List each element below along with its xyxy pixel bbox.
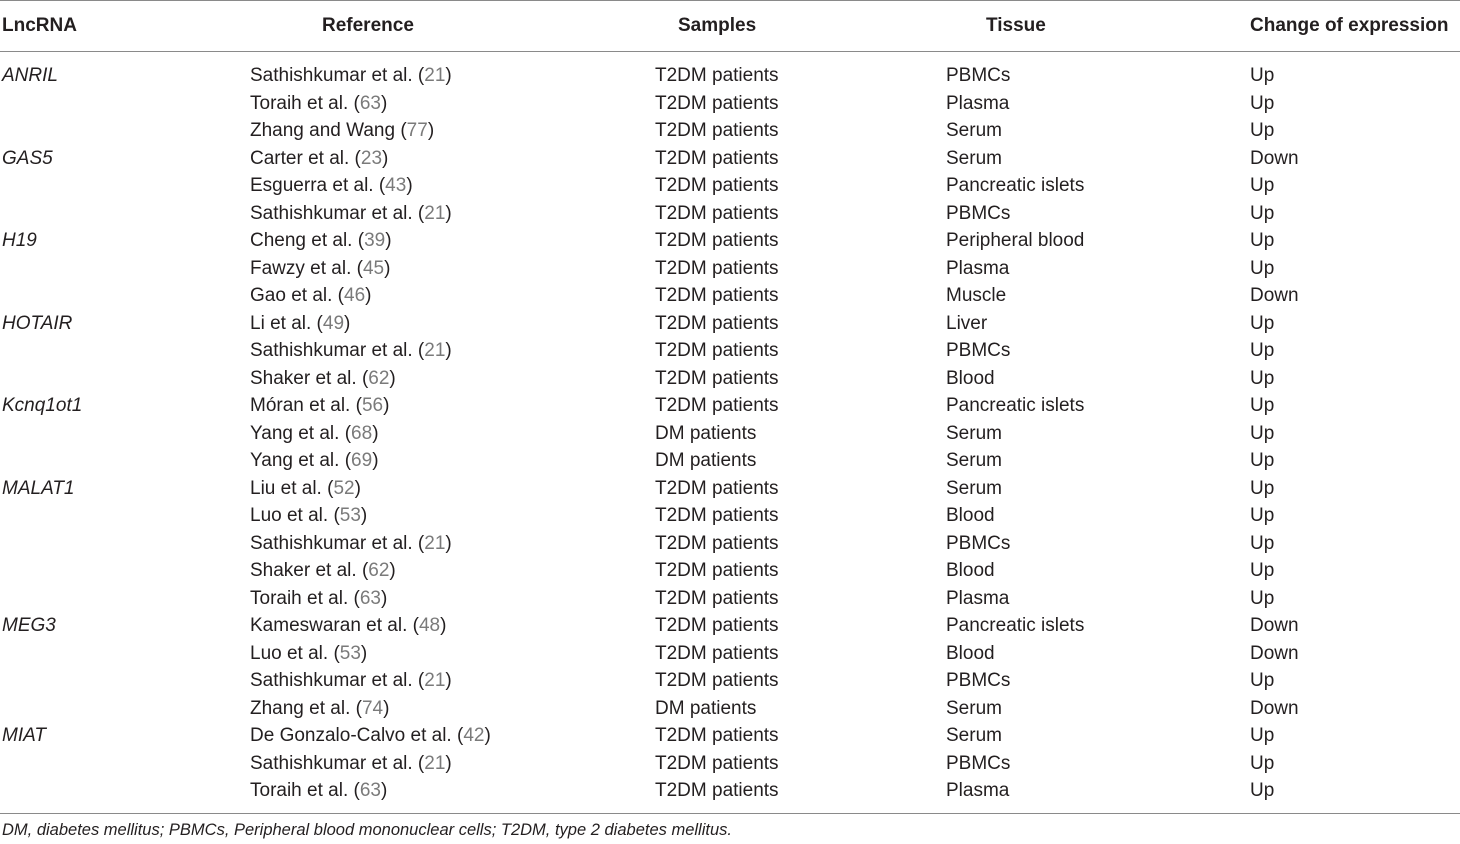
cell-change-of-expression: Up bbox=[1250, 560, 1275, 581]
cell-tissue: Peripheral blood bbox=[946, 230, 1085, 251]
cell-tissue: Blood bbox=[946, 505, 995, 526]
cell-samples: T2DM patients bbox=[655, 92, 779, 114]
cell-change-of-expression: Up bbox=[1250, 505, 1275, 526]
cell-change-of-expression: Up bbox=[1250, 92, 1275, 114]
reference-close-paren: ) bbox=[445, 670, 452, 691]
reference-citation-link[interactable]: 68 bbox=[351, 422, 373, 444]
cell-samples: T2DM patients bbox=[655, 505, 779, 526]
cell-tissue: Blood bbox=[946, 642, 995, 664]
table-row bbox=[0, 117, 1460, 145]
reference-close-paren: ) bbox=[427, 120, 435, 141]
reference-citation-link[interactable]: 21 bbox=[424, 340, 446, 361]
cell-reference bbox=[250, 447, 379, 475]
table-row bbox=[0, 640, 1460, 668]
cell-samples: DM patients bbox=[655, 450, 757, 471]
reference-citation-link[interactable]: 77 bbox=[406, 120, 428, 141]
cell-samples: T2DM patients bbox=[655, 65, 779, 86]
cell-reference bbox=[250, 365, 396, 393]
cell-samples: T2DM patients bbox=[655, 587, 779, 609]
cell-samples: T2DM patients bbox=[655, 615, 779, 636]
cell-tissue: Plasma bbox=[946, 587, 1010, 609]
table-row bbox=[0, 392, 1460, 420]
table-row bbox=[0, 585, 1460, 613]
cell-change-of-expression: Up bbox=[1250, 532, 1275, 554]
cell-reference bbox=[250, 392, 389, 420]
cell-change-of-expression: Up bbox=[1250, 312, 1275, 334]
table-row bbox=[0, 447, 1460, 475]
cell-reference bbox=[250, 667, 452, 695]
reference-citation-link[interactable]: 43 bbox=[385, 175, 407, 196]
reference-citation-link[interactable]: 62 bbox=[368, 367, 390, 389]
cell-change-of-expression: Up bbox=[1250, 395, 1275, 416]
cell-change-of-expression: Up bbox=[1250, 587, 1275, 609]
cell-samples: T2DM patients bbox=[655, 340, 779, 361]
cell-tissue: PBMCs bbox=[946, 670, 1011, 691]
reference-author: Carter et al. ( bbox=[250, 147, 361, 169]
cell-lncrna: ANRIL bbox=[2, 65, 58, 86]
table-row bbox=[0, 667, 1460, 695]
reference-close-paren: ) bbox=[445, 202, 452, 224]
reference-citation-link[interactable]: 48 bbox=[418, 615, 441, 636]
reference-author: Liu et al. ( bbox=[250, 477, 334, 499]
cell-change-of-expression: Up bbox=[1250, 670, 1275, 691]
cell-change-of-expression: Up bbox=[1250, 780, 1275, 801]
cell-samples: T2DM patients bbox=[655, 477, 779, 499]
table-body bbox=[0, 62, 1460, 805]
table-row bbox=[0, 557, 1460, 585]
cell-reference bbox=[250, 750, 452, 778]
reference-close-paren: ) bbox=[384, 257, 391, 279]
cell-reference bbox=[250, 612, 446, 640]
reference-close-paren: ) bbox=[445, 532, 452, 554]
cell-reference bbox=[250, 695, 389, 723]
cell-change-of-expression: Up bbox=[1250, 120, 1275, 141]
reference-author: Gao et al. ( bbox=[250, 285, 344, 306]
table-row bbox=[0, 337, 1460, 365]
cell-reference bbox=[250, 420, 379, 448]
cell-samples: T2DM patients bbox=[655, 395, 779, 416]
reference-close-paren: ) bbox=[380, 780, 388, 801]
reference-author: Sathishkumar et al. ( bbox=[250, 752, 425, 774]
table-row bbox=[0, 227, 1460, 255]
reference-close-paren: ) bbox=[389, 560, 396, 581]
cell-lncrna: H19 bbox=[2, 230, 37, 251]
cell-tissue: Serum bbox=[946, 450, 1002, 471]
reference-close-paren: ) bbox=[344, 312, 351, 334]
cell-tissue: Muscle bbox=[946, 285, 1007, 306]
reference-author: Sathishkumar et al. ( bbox=[250, 670, 425, 691]
cell-change-of-expression: Up bbox=[1250, 257, 1275, 279]
reference-author: Cheng et al. ( bbox=[250, 230, 365, 251]
cell-reference bbox=[250, 337, 452, 365]
cell-samples: T2DM patients bbox=[655, 752, 779, 774]
cell-change-of-expression: Up bbox=[1250, 450, 1275, 471]
reference-close-paren: ) bbox=[354, 477, 361, 499]
cell-change-of-expression: Up bbox=[1250, 65, 1275, 86]
cell-tissue: PBMCs bbox=[946, 752, 1011, 774]
table-row bbox=[0, 200, 1460, 228]
cell-samples: DM patients bbox=[655, 422, 757, 444]
table-row bbox=[0, 502, 1460, 530]
cell-tissue: Pancreatic islets bbox=[946, 615, 1085, 636]
reference-close-paren: ) bbox=[440, 615, 447, 636]
table-row bbox=[0, 62, 1460, 90]
reference-author: Shaker et al. ( bbox=[250, 560, 369, 581]
reference-author: Shaker et al. ( bbox=[250, 367, 369, 389]
reference-citation-link[interactable]: 49 bbox=[322, 312, 345, 334]
cell-samples: T2DM patients bbox=[655, 175, 779, 196]
cell-change-of-expression: Up bbox=[1250, 422, 1275, 444]
reference-citation-link[interactable]: 39 bbox=[364, 230, 386, 251]
cell-change-of-expression: Up bbox=[1250, 230, 1275, 251]
cell-reference bbox=[250, 62, 452, 90]
cell-change-of-expression: Up bbox=[1250, 340, 1275, 361]
reference-citation-link[interactable]: 53 bbox=[339, 505, 361, 526]
reference-citation-link[interactable]: 69 bbox=[351, 450, 373, 471]
table-row bbox=[0, 695, 1460, 723]
reference-citation-link[interactable]: 52 bbox=[333, 477, 355, 499]
cell-reference bbox=[250, 117, 434, 145]
reference-close-paren: ) bbox=[372, 450, 379, 471]
reference-author: Sathishkumar et al. ( bbox=[250, 532, 425, 554]
cell-tissue: Plasma bbox=[946, 257, 1010, 279]
cell-samples: T2DM patients bbox=[655, 230, 779, 251]
reference-citation-link[interactable]: 63 bbox=[359, 587, 381, 609]
cell-samples: T2DM patients bbox=[655, 312, 779, 334]
cell-reference bbox=[250, 200, 452, 228]
reference-close-paren: ) bbox=[445, 752, 452, 774]
cell-samples: T2DM patients bbox=[655, 257, 779, 279]
reference-close-paren: ) bbox=[365, 285, 372, 306]
cell-reference bbox=[250, 640, 367, 668]
cell-change-of-expression: Up bbox=[1250, 725, 1275, 746]
reference-close-paren: ) bbox=[383, 395, 390, 416]
reference-close-paren: ) bbox=[445, 65, 452, 86]
cell-change-of-expression: Up bbox=[1250, 752, 1275, 774]
cell-samples: T2DM patients bbox=[655, 532, 779, 554]
cell-lncrna: Kcnq1ot1 bbox=[2, 395, 83, 416]
table-row bbox=[0, 310, 1460, 338]
reference-close-paren: ) bbox=[372, 422, 379, 444]
reference-author: Toraih et al. ( bbox=[250, 92, 360, 114]
table-row bbox=[0, 255, 1460, 283]
cell-tissue: Plasma bbox=[946, 92, 1010, 114]
reference-author: Sathishkumar et al. ( bbox=[250, 202, 425, 224]
table-row bbox=[0, 612, 1460, 640]
reference-close-paren: ) bbox=[389, 367, 396, 389]
reference-close-paren: ) bbox=[383, 697, 390, 719]
cell-change-of-expression: Down bbox=[1250, 285, 1299, 306]
reference-citation-link[interactable]: 23 bbox=[360, 147, 383, 169]
cell-reference bbox=[250, 227, 392, 255]
header-tissue: Tissue bbox=[986, 15, 1046, 36]
reference-author: Esguerra et al. ( bbox=[250, 175, 386, 196]
header-change-of-expression: Change of expression bbox=[1250, 15, 1449, 36]
cell-samples: T2DM patients bbox=[655, 147, 779, 169]
table-header-row bbox=[0, 0, 1460, 52]
reference-citation-link[interactable]: 74 bbox=[361, 697, 384, 719]
cell-reference bbox=[250, 557, 396, 585]
cell-reference bbox=[250, 530, 452, 558]
cell-samples: T2DM patients bbox=[655, 725, 779, 746]
header-reference: Reference bbox=[322, 15, 414, 36]
cell-lncrna: GAS5 bbox=[2, 147, 53, 169]
reference-citation-link[interactable]: 45 bbox=[362, 257, 385, 279]
reference-citation-link[interactable]: 63 bbox=[359, 780, 381, 801]
reference-citation-link[interactable]: 46 bbox=[344, 285, 366, 306]
cell-reference bbox=[250, 255, 390, 283]
cell-tissue: PBMCs bbox=[946, 340, 1011, 361]
table-row bbox=[0, 90, 1460, 118]
cell-change-of-expression: Up bbox=[1250, 367, 1275, 389]
cell-samples: T2DM patients bbox=[655, 120, 779, 141]
reference-author: Zhang et al. ( bbox=[250, 697, 362, 719]
reference-citation-link[interactable]: 62 bbox=[368, 560, 390, 581]
cell-tissue: Pancreatic islets bbox=[946, 395, 1085, 416]
reference-close-paren: ) bbox=[380, 587, 388, 609]
header-lncrna: LncRNA bbox=[2, 15, 77, 36]
cell-tissue: Blood bbox=[946, 560, 995, 581]
cell-lncrna: MIAT bbox=[2, 725, 46, 746]
reference-author: Yang et al. ( bbox=[250, 422, 352, 444]
cell-reference bbox=[250, 722, 491, 750]
reference-citation-link[interactable]: 63 bbox=[359, 92, 381, 114]
cell-reference bbox=[250, 282, 371, 310]
table-row bbox=[0, 475, 1460, 503]
cell-change-of-expression: Down bbox=[1250, 642, 1299, 664]
cell-lncrna: MALAT1 bbox=[2, 477, 75, 499]
reference-close-paren: ) bbox=[385, 230, 392, 251]
reference-close-paren: ) bbox=[360, 505, 368, 526]
reference-close-paren: ) bbox=[406, 175, 413, 196]
reference-close-paren: ) bbox=[360, 642, 368, 664]
reference-author: Luo et al. ( bbox=[250, 642, 340, 664]
table-footnote: DM, diabetes mellitus; PBMCs, Peripheral blood mononuclear cells; T2DM, type 2 diabetes mellitus. bbox=[2, 821, 732, 839]
table-row bbox=[0, 365, 1460, 393]
table-row bbox=[0, 777, 1460, 805]
cell-change-of-expression: Up bbox=[1250, 175, 1275, 196]
reference-author: Toraih et al. ( bbox=[250, 587, 360, 609]
reference-author: De Gonzalo-Calvo et al. ( bbox=[250, 725, 464, 746]
reference-author: Kameswaran et al. ( bbox=[250, 615, 419, 636]
reference-citation-link[interactable]: 53 bbox=[339, 642, 361, 664]
cell-change-of-expression: Up bbox=[1250, 477, 1275, 499]
cell-samples: DM patients bbox=[655, 697, 757, 719]
table-row bbox=[0, 172, 1460, 200]
cell-samples: T2DM patients bbox=[655, 285, 779, 306]
reference-citation-link[interactable]: 56 bbox=[361, 395, 384, 416]
reference-citation-link[interactable]: 21 bbox=[424, 532, 446, 554]
header-samples: Samples bbox=[678, 15, 757, 36]
cell-tissue: Serum bbox=[946, 477, 1002, 499]
reference-citation-link[interactable]: 21 bbox=[424, 202, 446, 224]
cell-tissue: PBMCs bbox=[946, 532, 1011, 554]
cell-tissue: Serum bbox=[946, 422, 1002, 444]
cell-change-of-expression: Down bbox=[1250, 147, 1299, 169]
reference-author: Yang et al. ( bbox=[250, 450, 352, 471]
cell-tissue: Serum bbox=[946, 120, 1002, 141]
reference-close-paren: ) bbox=[382, 147, 389, 169]
cell-tissue: Blood bbox=[946, 367, 995, 389]
cell-change-of-expression: Up bbox=[1250, 202, 1275, 224]
cell-lncrna: HOTAIR bbox=[2, 312, 73, 334]
cell-reference bbox=[250, 310, 350, 338]
reference-citation-link[interactable]: 21 bbox=[424, 670, 446, 691]
reference-author: Móran et al. ( bbox=[250, 395, 362, 416]
table-row bbox=[0, 145, 1460, 173]
cell-lncrna: MEG3 bbox=[2, 615, 56, 636]
table-row bbox=[0, 722, 1460, 750]
table-bottom-rule bbox=[0, 813, 1460, 814]
table-row bbox=[0, 530, 1460, 558]
table-row bbox=[0, 750, 1460, 778]
reference-author: Zhang and Wang ( bbox=[250, 120, 407, 141]
cell-samples: T2DM patients bbox=[655, 202, 779, 224]
reference-close-paren: ) bbox=[380, 92, 388, 114]
cell-tissue: Plasma bbox=[946, 780, 1010, 801]
table-row bbox=[0, 282, 1460, 310]
cell-reference bbox=[250, 502, 367, 530]
cell-change-of-expression: Down bbox=[1250, 615, 1299, 636]
cell-samples: T2DM patients bbox=[655, 670, 779, 691]
cell-tissue: Pancreatic islets bbox=[946, 175, 1085, 196]
cell-tissue: PBMCs bbox=[946, 65, 1011, 86]
cell-tissue: Serum bbox=[946, 697, 1002, 719]
reference-author: Fawzy et al. ( bbox=[250, 257, 363, 279]
cell-reference bbox=[250, 475, 361, 503]
cell-tissue: Liver bbox=[946, 312, 988, 334]
cell-tissue: PBMCs bbox=[946, 202, 1011, 224]
header-bottom-rule bbox=[0, 51, 1460, 52]
cell-change-of-expression: Down bbox=[1250, 697, 1299, 719]
cell-reference bbox=[250, 172, 413, 200]
reference-author: Toraih et al. ( bbox=[250, 780, 360, 801]
cell-samples: T2DM patients bbox=[655, 367, 779, 389]
cell-samples: T2DM patients bbox=[655, 780, 779, 801]
cell-samples: T2DM patients bbox=[655, 560, 779, 581]
reference-citation-link[interactable]: 42 bbox=[463, 725, 485, 746]
reference-author: Sathishkumar et al. ( bbox=[250, 65, 425, 86]
cell-reference bbox=[250, 585, 387, 613]
reference-citation-link[interactable]: 21 bbox=[424, 752, 446, 774]
reference-citation-link[interactable]: 21 bbox=[424, 65, 446, 86]
cell-reference bbox=[250, 145, 388, 173]
table-row bbox=[0, 420, 1460, 448]
cell-tissue: Serum bbox=[946, 147, 1002, 169]
reference-close-paren: ) bbox=[445, 340, 452, 361]
reference-author: Sathishkumar et al. ( bbox=[250, 340, 425, 361]
reference-author: Luo et al. ( bbox=[250, 505, 340, 526]
cell-tissue: Serum bbox=[946, 725, 1002, 746]
reference-close-paren: ) bbox=[484, 725, 491, 746]
cell-reference bbox=[250, 90, 387, 118]
cell-samples: T2DM patients bbox=[655, 642, 779, 664]
cell-reference bbox=[250, 777, 387, 805]
reference-author: Li et al. ( bbox=[250, 312, 323, 334]
